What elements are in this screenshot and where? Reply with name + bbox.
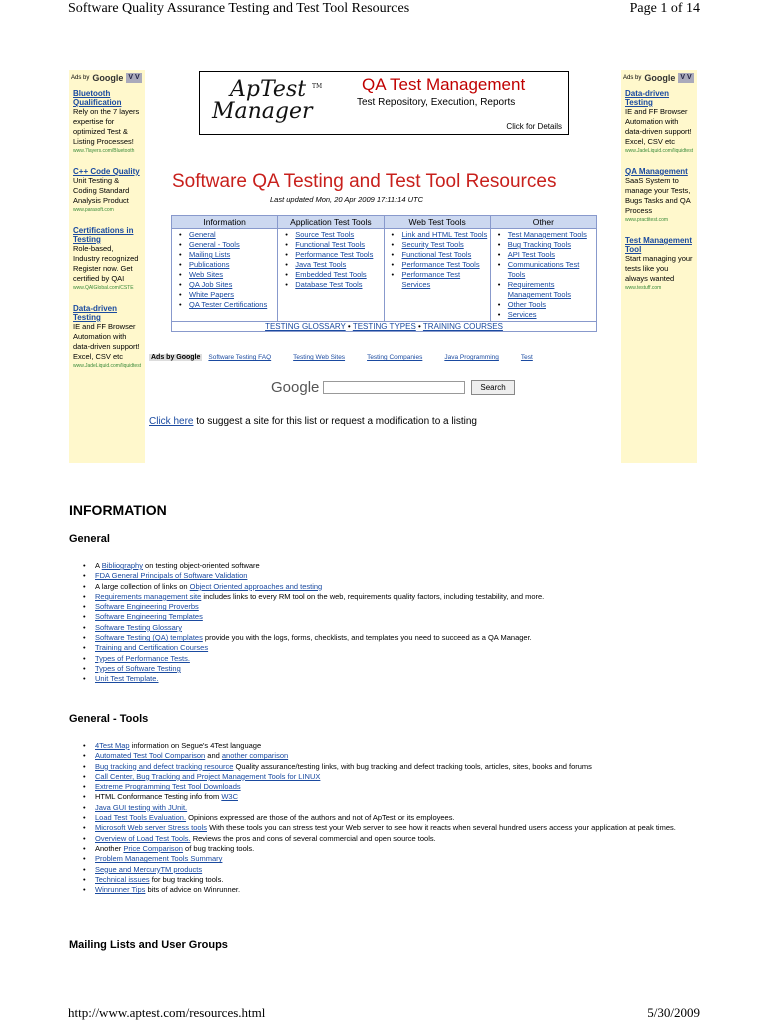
nav-link[interactable]: • White Papers	[181, 290, 276, 300]
testing-glossary-link[interactable]: TESTING GLOSSARY	[265, 322, 346, 331]
ad-description: IE and FF Browser Automation with data-driven support! Excel, CSV etc	[625, 107, 692, 146]
nav-link[interactable]: • Communications Test Tools	[500, 260, 595, 280]
list-item	[80, 674, 690, 684]
nav-link[interactable]: • Requirements Management Tools	[500, 280, 595, 300]
item-text: information on Segue's 4Test language	[129, 741, 262, 750]
ad-title-link[interactable]: C++ Code Quality	[73, 167, 140, 176]
item-text: bits of advice on Winrunner.	[145, 885, 241, 895]
nav-link[interactable]: • Security Test Tools	[394, 240, 489, 250]
nav-list-app-tools	[279, 230, 382, 290]
item-text: HTML Conformance Testing info from	[95, 792, 222, 802]
ad-item	[73, 226, 141, 292]
list-item	[80, 762, 690, 772]
ads-bar-link[interactable]: Testing Companies	[367, 354, 423, 361]
list-item	[80, 612, 690, 622]
ad-item	[73, 167, 141, 214]
item-link[interactable]: Software Engineering Proverbs	[95, 602, 199, 612]
banner-subtitle: Test Repository, Execution, Reports	[357, 97, 516, 108]
nav-link[interactable]: • QA Job Sites	[181, 280, 276, 290]
ad-description: Rely on the 7 layers expertise for optimized Test & Listing Processes!	[73, 107, 140, 146]
nav-link[interactable]: • Performance Test Services	[394, 270, 489, 290]
list-item	[80, 875, 690, 885]
nav-link[interactable]: • Source Test Tools	[287, 230, 382, 240]
list-item	[80, 602, 690, 612]
ad-url[interactable]: www.7layers.com/Bluetooth	[73, 148, 135, 154]
ad-title-link[interactable]: Certifications in Testing	[73, 226, 134, 244]
print-footer-date: 5/30/2009	[647, 1005, 700, 1020]
ad-description: IE and FF Browser Automation with data-driven support! Excel, CSV etc	[73, 322, 140, 361]
nav-link[interactable]: • Mailing Lists	[181, 250, 276, 260]
item-link[interactable]: another comparison	[221, 751, 289, 761]
ad-title-link[interactable]: Test Management Tool	[625, 236, 692, 254]
search-button[interactable]: Search	[471, 380, 514, 395]
item-link[interactable]: Object Oriented approaches and testing	[189, 581, 323, 591]
item-text: Quality assurance/testing links, with bug tracking and defect tracking tools, articles, sites, books and forums	[233, 761, 592, 771]
ad-item	[73, 89, 141, 155]
item-link[interactable]: Bug tracking and defect tracking resource	[95, 761, 234, 771]
item-link[interactable]: Technical issues	[95, 874, 150, 884]
nav-link[interactable]: • Services	[500, 310, 595, 320]
list-item	[80, 854, 690, 864]
aptest-manager-banner[interactable]	[199, 71, 569, 135]
item-link[interactable]: Bibliography	[101, 561, 143, 570]
suggest-text: to suggest a site for this list or request a modification to a listing	[193, 416, 477, 427]
item-link[interactable]: Price Comparison	[123, 843, 183, 853]
list-item	[80, 654, 690, 664]
nav-separator: •	[347, 322, 351, 331]
nav-header-information: Information	[172, 216, 278, 229]
google-logo: Google	[271, 379, 320, 396]
list-item	[80, 813, 690, 823]
nav-link[interactable]: • Other Tools	[500, 300, 595, 310]
item-text: on testing object-oriented software	[142, 561, 260, 570]
item-link[interactable]: Extreme Programming Test Tool Downloads	[95, 782, 241, 792]
print-footer-url: http://www.aptest.com/resources.html	[68, 1005, 266, 1020]
ad-url[interactable]: www.testuff.com	[625, 285, 662, 291]
nav-bottom-links	[172, 322, 597, 332]
nav-link[interactable]: • Test Management Tools	[500, 230, 595, 240]
general-tools-list	[80, 741, 690, 895]
list-item	[80, 792, 690, 802]
item-link[interactable]: Software Testing (QA) templates	[95, 633, 203, 643]
list-item	[80, 782, 690, 792]
item-link[interactable]: Types of Software Testing	[95, 663, 181, 673]
ad-url[interactable]: www.practitest.com	[625, 217, 669, 223]
nav-list-web-tools	[386, 230, 489, 290]
item-link[interactable]: Overview of Load Test Tools.	[95, 833, 191, 843]
print-header-page: Page 1 of 14	[629, 1, 700, 16]
training-courses-link[interactable]: TRAINING COURSES	[422, 322, 503, 331]
banner-title: QA Test Management	[362, 75, 526, 94]
page-title: Software QA Testing and Test Tool Resources	[172, 171, 557, 192]
ads-link-bar	[149, 354, 555, 361]
nav-link[interactable]: • Performance Test Tools	[287, 250, 382, 260]
item-text: A	[95, 561, 102, 570]
nav-link[interactable]: • Performance Test Tools	[394, 260, 489, 270]
item-link[interactable]: Load Test Tools Evaluation.	[95, 813, 187, 823]
left-ad-column	[69, 70, 145, 463]
item-link[interactable]: Automated Test Tool Comparison	[95, 751, 206, 761]
ad-url[interactable]: www.JadeLiquid.com/liquidtest	[73, 363, 141, 369]
item-link[interactable]: Microsoft Web server Stress tools	[95, 823, 207, 833]
ads-by-google-label: Ads by Google	[151, 354, 201, 361]
ad-url[interactable]: www.JadeLiquid.com/liquidtest	[625, 148, 693, 154]
list-item	[80, 633, 690, 643]
nav-link[interactable]: • Link and HTML Test Tools	[394, 230, 489, 240]
nav-separator: •	[418, 322, 421, 331]
list-item	[80, 664, 690, 674]
nav-header-app-tools: Application Test Tools	[278, 216, 384, 229]
item-link[interactable]: Segue and MercuryTM products	[95, 864, 203, 874]
list-item	[80, 623, 690, 633]
ad-item	[625, 167, 693, 224]
item-link[interactable]: Software Testing Glossary	[95, 622, 182, 632]
item-text: A large collection of links on	[95, 581, 190, 591]
ad-title-link[interactable]: Data-driven Testing	[73, 304, 118, 322]
ad-nav-arrows[interactable]: V V	[680, 74, 692, 81]
nav-link[interactable]: • Publications	[181, 260, 276, 270]
nav-link[interactable]: • Database Test Tools	[287, 280, 382, 290]
item-text: and	[205, 751, 222, 761]
section-mailing-lists: Mailing Lists and User Groups	[69, 939, 228, 951]
item-link[interactable]: Requirements management site	[95, 591, 202, 601]
ads-bar-link[interactable]: Java Programming	[444, 354, 499, 361]
nav-link[interactable]: • Functional Test Tools	[287, 240, 382, 250]
list-item	[80, 751, 690, 761]
list-item	[80, 865, 690, 875]
item-link[interactable]: Types of Performance Tests.	[95, 653, 190, 663]
item-link[interactable]: FDA General Principals of Software Validation	[95, 571, 248, 581]
ad-url[interactable]: www.parasoft.com	[73, 207, 114, 213]
last-updated: Last updated Mon, 20 Apr 2009 17:11:14 UTC	[270, 195, 424, 204]
list-item	[80, 571, 690, 581]
ad-title-link[interactable]: Bluetooth Qualification	[73, 89, 122, 107]
item-text: provide you with the logs, forms, checklists, and templates you need to succeed as a QA Manager.	[202, 633, 532, 643]
ad-title-link[interactable]: QA Management	[625, 167, 688, 176]
list-item	[80, 582, 690, 592]
nav-list-other	[492, 230, 595, 320]
ads-bar-link[interactable]: Software Testing FAQ	[208, 354, 272, 361]
nav-link[interactable]: • Java Test Tools	[287, 260, 382, 270]
ad-description: Start managing your tests like you always wanted	[625, 254, 693, 283]
item-text: Reviews the pros and cons of several commercial and open source tools.	[190, 833, 436, 843]
list-item	[80, 885, 690, 895]
list-item	[80, 834, 690, 844]
ads-by-google-label: Ads by Google V V	[623, 73, 692, 83]
item-link[interactable]: Software Engineering Templates	[95, 612, 203, 622]
google-logo: Google	[92, 73, 124, 83]
ad-description: Role-based, Industry recognized Register now. Get certified by QAI	[73, 244, 139, 283]
nav-link[interactable]: • Functional Test Tools	[394, 250, 489, 260]
section-information: INFORMATION	[69, 502, 167, 518]
nav-header-other: Other	[490, 216, 596, 229]
ad-title-link[interactable]: Data-driven Testing	[625, 89, 670, 107]
nav-link[interactable]: • QA Tester Certifications	[181, 300, 276, 310]
print-header	[0, 0, 768, 22]
section-general: General	[69, 533, 110, 545]
ads-bar-link[interactable]: Test	[520, 354, 533, 361]
section-general-tools: General - Tools	[69, 713, 149, 725]
item-link[interactable]: Problem Management Tools Summary	[95, 854, 223, 864]
nav-link[interactable]: • General - Tools	[181, 240, 276, 250]
search-input[interactable]	[323, 381, 465, 394]
item-link[interactable]: W3C	[221, 792, 238, 802]
nav-link[interactable]: • Embedded Test Tools	[287, 270, 382, 280]
ad-item	[625, 236, 693, 292]
right-ad-column	[621, 70, 697, 463]
item-text: With these tools you can stress test your Web server to see how it reacts when several hundred users access your application at peak times.	[206, 823, 676, 833]
list-item	[80, 823, 690, 833]
list-item	[80, 772, 690, 782]
nav-list-information	[173, 230, 276, 310]
nav-link[interactable]: • General	[181, 230, 276, 240]
nav-link[interactable]: • Web Sites	[181, 270, 276, 280]
ad-description: Unit Testing & Coding Standard Analysis Product	[73, 176, 130, 205]
nav-link[interactable]: • API Test Tools	[500, 250, 595, 260]
item-link[interactable]: Training and Certification Courses	[95, 643, 209, 653]
item-text: of bug tracking tools.	[182, 843, 255, 853]
ad-nav-arrows[interactable]: V V	[128, 74, 140, 81]
item-text: for bug tracking tools.	[149, 874, 224, 884]
ad-url[interactable]: www.QAIGlobal.com/CSTE	[73, 285, 134, 291]
list-item	[80, 741, 690, 751]
google-logo: Google	[644, 73, 676, 83]
ad-item	[625, 89, 693, 155]
print-header-title: Software Quality Assurance Testing and Test Tool Resources	[68, 1, 410, 16]
google-search	[271, 379, 515, 396]
list-item	[80, 561, 690, 571]
item-text: Opinions expressed are those of the authors and not of ApTest or its employees.	[186, 813, 455, 823]
nav-header-web-tools: Web Test Tools	[384, 216, 490, 229]
nav-link[interactable]: • Bug Tracking Tools	[500, 240, 595, 250]
general-list	[80, 561, 690, 685]
list-item	[80, 643, 690, 653]
list-item	[80, 592, 690, 602]
resource-nav-table	[171, 215, 597, 332]
suggest-site-line	[149, 416, 477, 427]
testing-types-link[interactable]: TESTING TYPES	[352, 322, 416, 331]
item-link[interactable]: 4Test Map	[95, 741, 130, 750]
item-link[interactable]: Call Center, Bug Tracking and Project Management Tools for LINUX	[95, 771, 321, 781]
ad-item	[73, 304, 141, 370]
item-link[interactable]: Java GUI testing with JUnit.	[95, 802, 188, 812]
ads-bar-link[interactable]: Testing Web Sites	[293, 354, 346, 361]
aptest-manager-logo: ApTest Manager TM	[212, 77, 323, 124]
item-link[interactable]: Unit Test Template.	[95, 674, 159, 684]
item-text: includes links to every RM tool on the web, requirements quality factors, including testability, and more.	[201, 591, 545, 601]
click-here-link[interactable]: Click here	[149, 416, 194, 427]
banner-click-details[interactable]: Click for Details	[506, 122, 562, 131]
list-item	[80, 844, 690, 854]
item-link[interactable]: Winrunner Tips	[95, 885, 146, 895]
list-item	[80, 803, 690, 813]
ad-description: SaaS System to manage your Tests, Bugs Tasks and QA Process	[625, 176, 691, 215]
ads-by-google-label: Ads by Google V V	[71, 73, 140, 83]
item-text: Another	[95, 843, 124, 853]
